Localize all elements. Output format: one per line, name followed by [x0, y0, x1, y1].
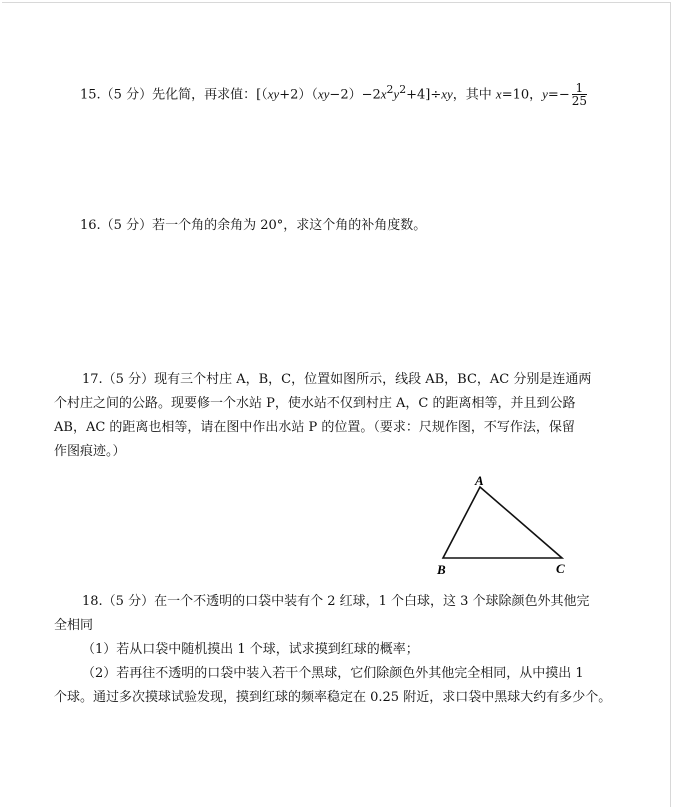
triangle-abc — [443, 487, 562, 558]
q18-part2b: 个球。通过多次摸球试验发现，摸到红球的频率稳定在 0.25 附近，求口袋中黑球大约有多少个。 — [54, 690, 612, 705]
q17-line1: 17.（5 分）现有三个村庄 A，B，C，位置如图所示，线段 AB，BC，AC 分别是连通两 — [82, 372, 592, 387]
question-17 — [54, 368, 624, 464]
q15-xy3: xy — [441, 86, 453, 102]
q17-line3: AB，AC 的距离也相等，请在图中作出水站 P 的位置。（要求：尺规作图，不写作法，保留 — [54, 420, 575, 435]
q15-tail: +4]÷ — [406, 87, 442, 103]
q15-minus2: −2）−2 — [329, 87, 381, 103]
q16-text: 16.（5 分）若一个角的余角为 20°，求这个角的补角度数。 — [80, 218, 427, 233]
q15-eqneg: =− — [547, 87, 570, 103]
question-15 — [80, 78, 650, 107]
q15-sup-y: 2 — [399, 83, 407, 96]
q15-fraction — [572, 82, 587, 107]
vertex-label-a: A — [475, 473, 484, 488]
q15-var-y: y — [542, 86, 548, 102]
question-16 — [80, 214, 650, 238]
q15-xy2: xy — [317, 86, 330, 102]
q18-line2: 全相同 — [54, 618, 94, 633]
q18-part2a: （2）若再往不透明的口袋中装入若干个黑球，它们除颜色外其他完全相同，从中摸出 1 — [82, 666, 584, 681]
q17-line4: 作图痕迹。） — [54, 444, 126, 459]
q15-var-x: x — [495, 86, 502, 102]
q15-number: 15.（5 分）先化简，再求值： — [80, 87, 257, 103]
q18-line1: 18.（5 分）在一个不透明的口袋中装有个 2 红球，1 个白球，这 3 个球除颜色外其他完 — [82, 594, 590, 609]
fraction-denominator: 25 — [571, 94, 587, 109]
q15-xy1: xy — [267, 86, 280, 102]
q15-sup-x: 2 — [386, 83, 394, 96]
triangle-figure — [425, 470, 585, 580]
q18-part1: （1）若从口袋中随机摸出 1 个球，试求摸到红球的概率； — [82, 642, 419, 657]
q15-line — [80, 78, 650, 107]
vertex-label-b: B — [437, 562, 446, 577]
q15-where: ，其中 — [452, 87, 496, 103]
question-18 — [54, 590, 624, 710]
q15-x: x — [380, 86, 387, 102]
q15-y: y — [393, 86, 400, 102]
q15-eq10: =10， — [501, 87, 543, 103]
q15-bracket-open: [（ — [256, 87, 268, 103]
fraction-numerator: 1 — [572, 82, 587, 95]
q17-line2: 个村庄之间的公路。现要修一个水站 P，使水站不仅到村庄 A，C 的距离相等，并且到公路 — [54, 396, 576, 411]
q15-plus2: +2）（ — [279, 87, 318, 103]
vertex-label-c: C — [556, 561, 565, 576]
